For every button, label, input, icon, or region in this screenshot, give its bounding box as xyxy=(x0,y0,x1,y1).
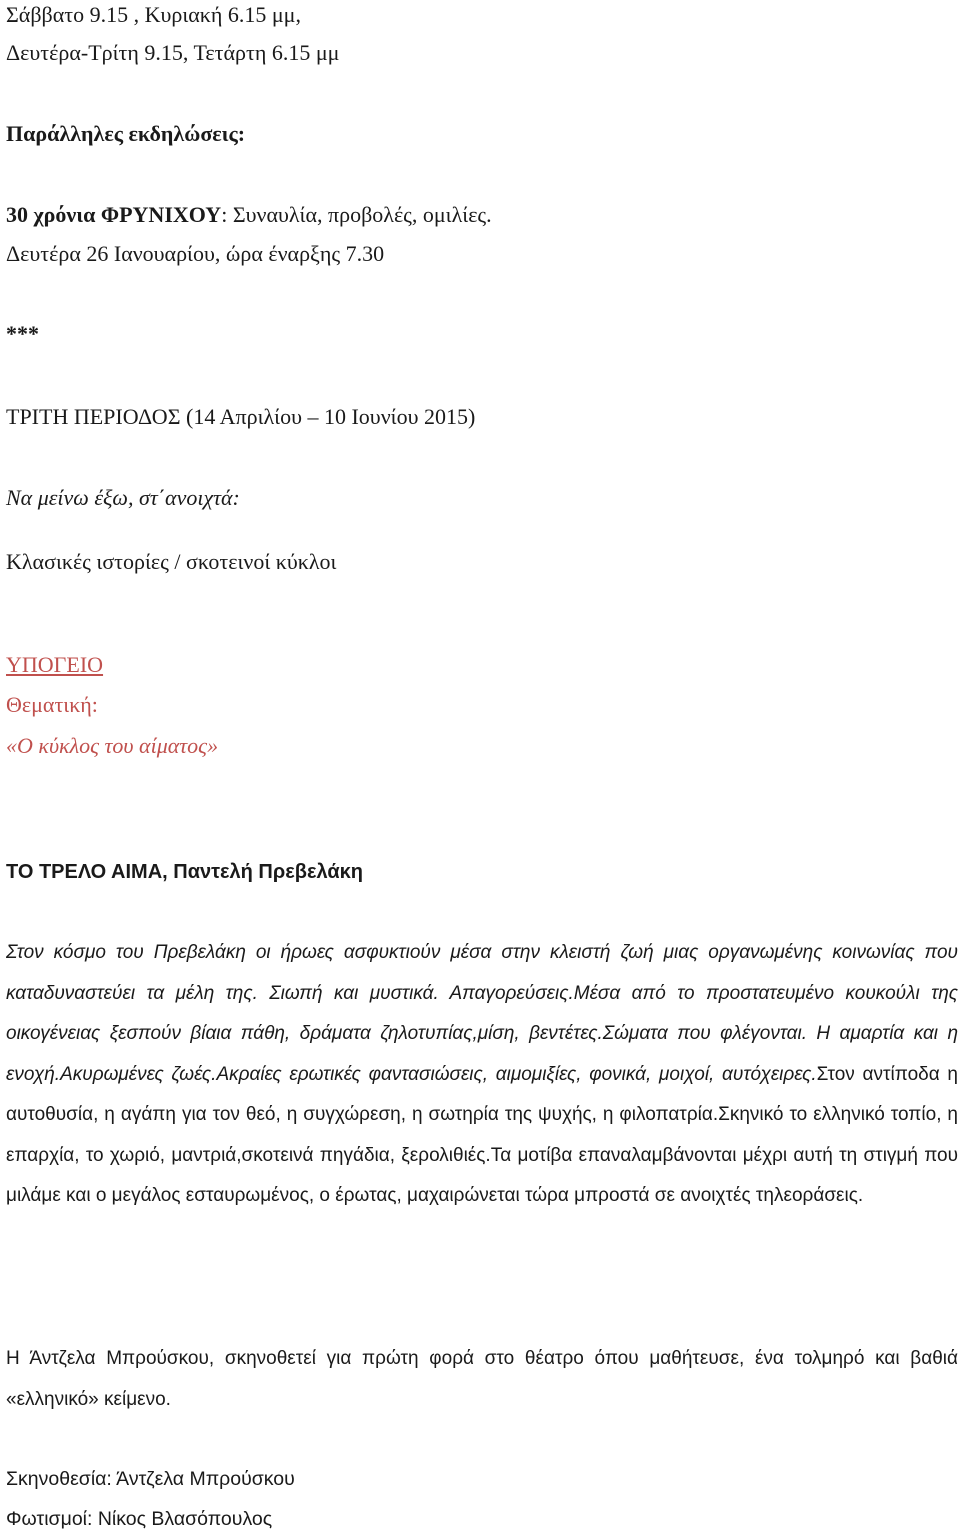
period-subtitle: Να μείνω έξω, στ΄ανοιχτά: xyxy=(6,485,240,510)
venue-name: ΥΠΟΓΕΙΟ xyxy=(6,652,104,677)
credit-direction: Σκηνοθεσία: Άντζελα Μπρούσκου xyxy=(6,1468,295,1490)
parallel-event-date: Δευτέρα 26 Ιανουαρίου, ώρα έναρξης 7.30 xyxy=(6,241,385,266)
parallel-event-details: : Συναυλία, προβολές, ομιλίες. xyxy=(221,202,492,227)
parallel-event-title: 30 χρόνια ΦΡΥΝΙΧΟΥ xyxy=(6,202,222,227)
play-description xyxy=(6,933,958,1217)
parallel-event-line xyxy=(6,201,492,229)
period-theme: Κλασικές ιστορίες / σκοτεινοί κύκλοι xyxy=(6,549,337,574)
schedule-line-2: Δευτέρα-Τρίτη 9.15, Τετάρτη 6.15 μμ xyxy=(6,40,340,65)
director-note: Η Άντζελα Μπρούσκου, σκηνοθετεί για πρώτη φορά στο θέατρο όπου μαθήτευσε, ένα τολμηρό και βαθιά «ελληνικό» κείμενο. xyxy=(6,1348,958,1410)
play-description-regular: Στον αντίποδα η αυτοθυσία, η αγάπη για τον θεό, η συγχώρεση, η σωτηρία της ψυχής, η φιλοπατρία.Σκηνικό το ελληνικό τοπίο, η επαρχία, το χωριό, μαντριά,σκοτεινά πηγάδια, ξερολιθιές.Τα μοτίβα επαναλαμβάνονται μέχρι αυτή τη στιγμή που μιλάμε και ο μεγάλος εσταυρωμένος, ο έρωτας, μαχαιρώνεται τώρα μπροστά σε ανοιχτές τηλεοράσεις. xyxy=(6,1063,958,1206)
thematic-label: Θεματική: xyxy=(6,692,98,717)
schedule-line-1: Σάββατο 9.15 , Κυριακή 6.15 μμ, xyxy=(6,2,301,27)
thematic-title: «Ο κύκλος του αίματος» xyxy=(6,733,219,758)
parallel-events-heading: Παράλληλες εκδηλώσεις: xyxy=(6,121,246,146)
credit-lighting: Φωτισμοί: Νίκος Βλασόπουλος xyxy=(6,1508,273,1530)
play-title: ΤΟ ΤΡΕΛΟ ΑΙΜΑ, Παντελή Πρεβελάκη xyxy=(6,861,363,883)
period-title: ΤΡΙΤΗ ΠΕΡΙΟΔΟΣ (14 Απριλίου – 10 Ιουνίου 2015) xyxy=(6,404,476,429)
separator-asterisks: *** xyxy=(6,321,39,346)
play-description-italic: Στον κόσμο του Πρεβελάκη οι ήρωες ασφυκτιούν μέσα στην κλειστή ζωή μιας οργανωμένης κοινωνίας που καταδυναστεύει τα μέλη της. Σιωπή και μυστικά. Απαγορεύσεις.Μέσα από το προστατευμένο κουκούλι της οικογένειας ξεσπούν βίαια πάθη, δράματα ζηλοτυπίας,μίση, βεντέτες.Σώματα που φλέγονται. Η αμαρτία και η ενοχή.Ακυρωμένες ζωές.Ακραίες ερωτικές φαντασιώσεις, αιμομιξίες, φονικά, μοιχοί, αυτόχειρες. xyxy=(6,942,958,1085)
